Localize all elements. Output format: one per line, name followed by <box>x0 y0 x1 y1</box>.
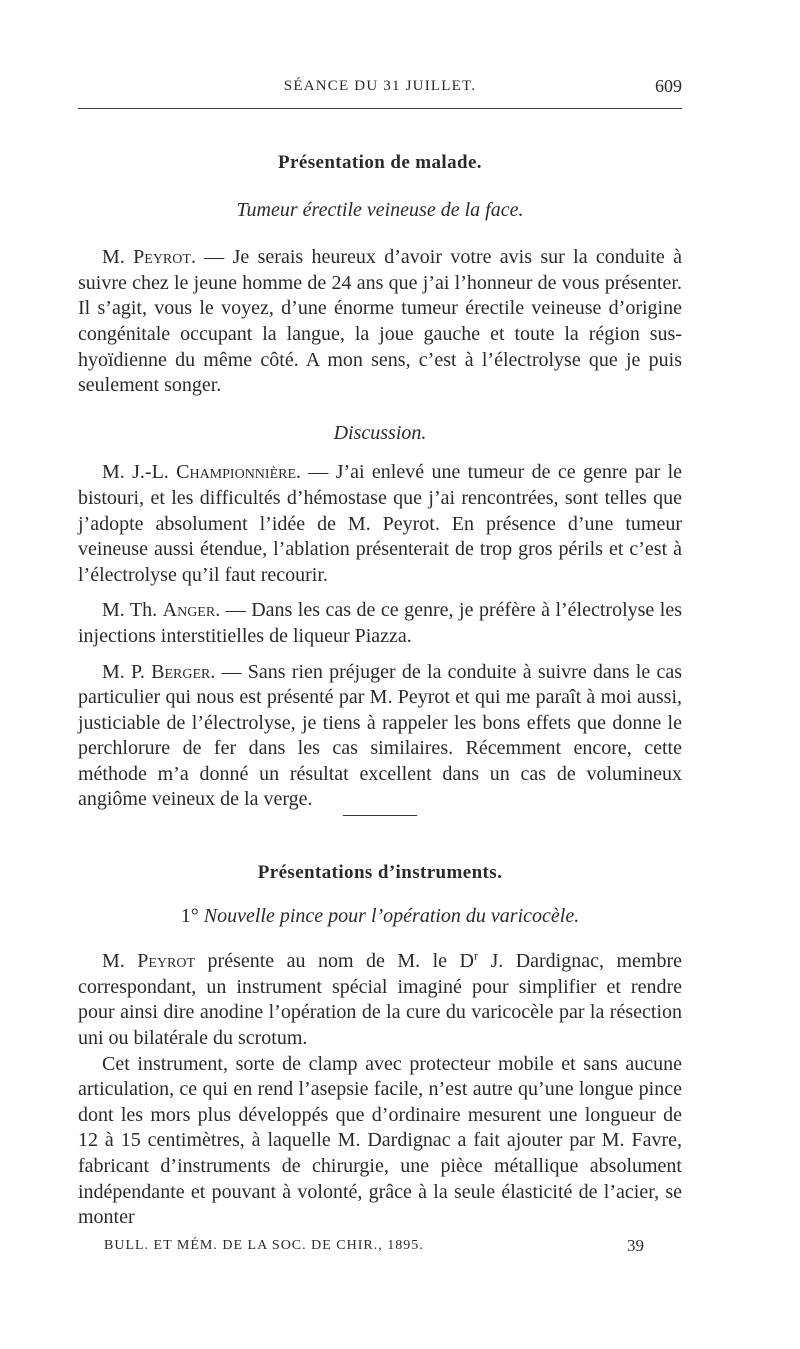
section-heading-patient: Présentation de malade. <box>278 152 482 173</box>
speaker-name: Peyrot <box>133 246 191 269</box>
subtitle-text: Nouvelle pince pour l’opération du varicocèle. <box>203 904 580 927</box>
paragraph-text-a: présente au nom de M. le D <box>195 950 474 973</box>
page-number: 609 <box>655 76 682 96</box>
speaker-prefix: M. <box>102 246 134 269</box>
speaker-name: Anger <box>162 599 216 622</box>
speaker-name: Peyrot <box>137 950 196 973</box>
speaker-name: Berger <box>151 660 211 683</box>
speaker-prefix: M. P. <box>102 660 152 683</box>
running-title: SÉANCE DU 31 JUILLET. <box>283 78 477 94</box>
speaker-prefix: M. J.-L. <box>102 461 177 484</box>
paragraph-berger <box>78 660 682 814</box>
page-header <box>78 72 682 102</box>
page-footer <box>104 1238 644 1262</box>
speaker-name: Championnière <box>176 461 297 484</box>
subtitle-number: 1° <box>180 904 204 927</box>
speaker-prefix: M. <box>102 950 138 973</box>
paragraph-instrument-intro <box>78 949 682 1051</box>
paragraph-text: . — Sans rien préjuger de la conduite à suivre dans le cas particulier qui nous est présenté par M. Peyrot et qui me paraît à moi aussi, justiciable de l’électrolyse, je tiens à rappeler les bons effets que donne le perchlorure de fer dans les cas similaires. Récemment encore, cette méthode m’a donné un résultat excellent dans un cas de volumineux angiôme veineux de la verge. <box>78 660 682 811</box>
speaker-prefix: M. Th. <box>102 599 163 622</box>
instrument-subtitle <box>78 904 682 930</box>
superscript-r: r <box>473 948 478 963</box>
paragraph-championniere <box>78 460 682 588</box>
header-rule <box>78 108 682 109</box>
paragraph-text: . — J’ai enlevé une tumeur de ce genre par le bistouri, et les difficultés d’hémostase que j’ai rencontrées, sont telles que j’adopte absolument l’idée de M. Peyrot. En présence d’une tumeur veineuse aussi étendue, l’ablation présenterait de trop gros périls et c’est à l’électrolyse qu’il faut recourir. <box>78 461 682 586</box>
footer-signature-number: 39 <box>627 1236 644 1255</box>
section-subtitle-tumor: Tumeur érectile veineuse de la face. <box>236 198 524 221</box>
paragraph-anger <box>78 598 682 649</box>
paragraph-text: . — Dans les cas de ce genre, je préfère à l’électrolyse les injections interstitielles de liqueur Piazza. <box>78 599 683 647</box>
section-heading-instruments: Présentations d’instruments. <box>257 862 503 884</box>
page-body <box>78 150 682 1231</box>
paragraph-text-b: J. Dardignac, membre correspondant, un instrument spécial imaginé pour simplifier et rendre pour ainsi dire anodine l’opération de la cure du varicocèle par la résection uni ou bilatérale du scrotum. <box>78 950 682 1050</box>
paragraph-peyrot <box>78 245 682 399</box>
paragraph-text: . — Je serais heureux d’avoir votre avis sur la conduite à suivre chez le jeune homme de 24 ans que j’ai l’honneur de vous présenter. Il s’agit, vous le voyez, d’une énorme tumeur érectile veineuse d’origine congénitale occupant la langue, la joue gauche et toute la région sus-hyoïdienne du même côté. A mon sens, c’est à l’électrolyse que je puis seulement songer. <box>78 246 683 397</box>
discussion-subtitle: Discussion. <box>333 421 427 444</box>
paragraph-instrument-description: Cet instrument, sorte de clamp avec protecteur mobile et sans aucune articulation, ce qui en rend l’asepsie facile, n’est autre qu’une longue pince dont les mors plus développés que d’ordinaire mesurent une longueur de 12 à 15 centimètres, à laquelle M. Dardignac a fait ajouter par M. Favre, fabricant d’instruments de chirurgie, une pièce métallique absolument indépendante et pouvant à volonté, grâce à la seule élasticité de l’acier, se monter <box>78 1052 682 1229</box>
section-separator <box>343 815 417 816</box>
footer-citation: BULL. ET MÉM. DE LA SOC. DE CHIR., 1895. <box>104 1238 424 1253</box>
